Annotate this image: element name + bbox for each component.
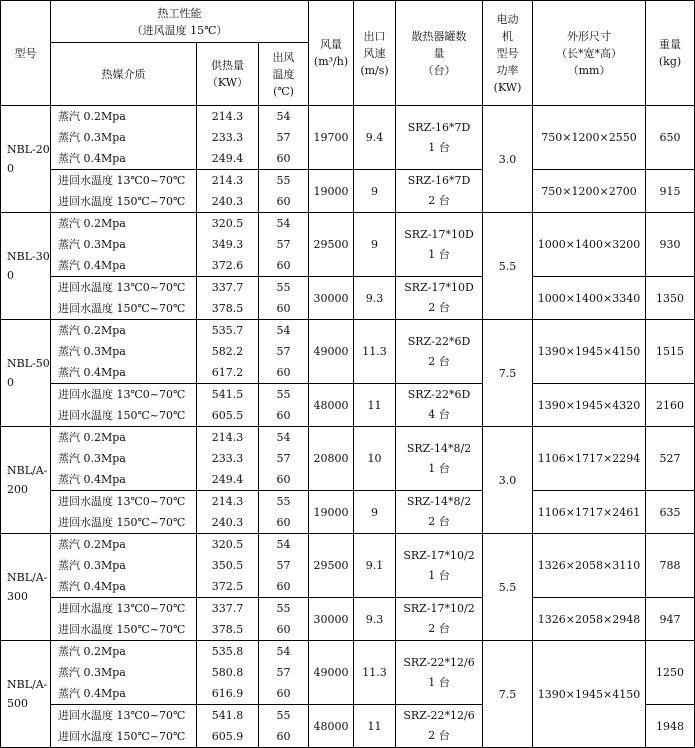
airflow-value: 49000 [309, 320, 354, 384]
radiator-model: SRZ-14*8/2 [406, 495, 472, 508]
speed-value: 11 [354, 384, 396, 427]
heat-value: 337.7 [211, 602, 244, 615]
table-row [1, 534, 695, 598]
medium-cell [51, 213, 197, 277]
airflow-value: 19000 [309, 491, 354, 534]
radiator-model: SRZ-17*10/2 [403, 602, 475, 615]
table-row [1, 106, 695, 170]
model-name: NBL/A-500 [1, 641, 51, 748]
header-airflow: 风量 (m³/h) [309, 1, 354, 106]
temp-value: 55 [276, 709, 291, 722]
radiator-cell [396, 277, 483, 320]
temp-cell [259, 705, 309, 748]
motor-power: 7.5 [483, 641, 533, 748]
motor-power: 3.0 [483, 106, 533, 213]
airflow-value: 20800 [309, 427, 354, 491]
medium-line: 进回水温度 13℃0~70℃ [58, 709, 186, 722]
temp-value: 60 [276, 259, 291, 272]
temp-value: 57 [276, 238, 291, 251]
temp-value: 60 [276, 152, 291, 165]
temp-value: 60 [276, 473, 291, 486]
medium-cell [51, 598, 197, 641]
heat-value: 616.9 [211, 687, 244, 700]
medium-cell [51, 320, 197, 384]
heat-cell [197, 277, 259, 320]
weight-value: 1250 [646, 641, 695, 705]
heat-value: 233.3 [211, 131, 244, 144]
dimensions-value: 1326×2058×3110 [533, 534, 646, 598]
temp-value: 57 [276, 345, 291, 358]
header-heat-supply: 供热量 （KW） [197, 43, 259, 106]
temp-value: 60 [276, 195, 291, 208]
heat-cell [197, 213, 259, 277]
temp-value: 54 [276, 110, 291, 123]
medium-cell [51, 427, 197, 491]
medium-line: 蒸汽 0.4Mpa [58, 152, 126, 165]
radiator-qty: 4 台 [428, 408, 450, 421]
temp-value: 60 [276, 409, 291, 422]
temp-value: 54 [276, 645, 291, 658]
medium-line: 蒸汽 0.3Mpa [58, 666, 126, 679]
medium-line: 蒸汽 0.4Mpa [58, 473, 126, 486]
medium-cell [51, 277, 197, 320]
medium-line: 蒸汽 0.2Mpa [58, 645, 126, 658]
medium-line: 蒸汽 0.2Mpa [58, 110, 126, 123]
radiator-cell [396, 534, 483, 598]
airflow-value: 49000 [309, 641, 354, 705]
medium-cell [51, 106, 197, 170]
radiator-model: SRZ-16*7D [407, 174, 471, 187]
weight-value: 947 [646, 598, 695, 641]
medium-line: 进回水温度 13℃0~70℃ [58, 495, 186, 508]
dimensions-value: 750×1200×2550 [533, 106, 646, 170]
medium-line: 蒸汽 0.2Mpa [58, 324, 126, 337]
radiator-cell [396, 641, 483, 705]
table-row [1, 213, 695, 277]
heat-cell [197, 106, 259, 170]
radiator-cell [396, 598, 483, 641]
heat-value: 372.6 [211, 259, 244, 272]
heat-value: 214.3 [211, 174, 244, 187]
medium-line: 蒸汽 0.3Mpa [58, 238, 126, 251]
speed-value: 9.3 [354, 598, 396, 641]
table-header [1, 1, 695, 106]
motor-power: 7.5 [483, 320, 533, 427]
table-body [1, 106, 695, 748]
radiator-cell [396, 427, 483, 491]
temp-cell [259, 170, 309, 213]
table-row [1, 384, 695, 427]
medium-cell [51, 705, 197, 748]
table-row [1, 598, 695, 641]
airflow-value: 29500 [309, 213, 354, 277]
table-row [1, 427, 695, 491]
airflow-value: 29500 [309, 534, 354, 598]
medium-line: 进回水温度 150℃~70℃ [58, 195, 186, 208]
medium-line: 进回水温度 13℃0~70℃ [58, 174, 186, 187]
weight-value: 635 [646, 491, 695, 534]
header-model: 型号 [1, 1, 51, 106]
temp-value: 55 [276, 495, 291, 508]
airflow-value: 48000 [309, 705, 354, 748]
radiator-qty: 2 台 [428, 301, 450, 314]
table-row [1, 320, 695, 384]
temp-value: 54 [276, 538, 291, 551]
dimensions-value: 1000×1400×3340 [533, 277, 646, 320]
table-row [1, 277, 695, 320]
medium-line: 进回水温度 150℃~70℃ [58, 516, 186, 529]
header-thermal: 热工性能 （进风温度 15℃） [51, 1, 309, 43]
heat-value: 378.5 [211, 623, 244, 636]
heat-cell [197, 491, 259, 534]
heat-value: 214.3 [211, 110, 244, 123]
header-outlet-temp: 出风 温度 (℃) [259, 43, 309, 106]
airflow-value: 19000 [309, 170, 354, 213]
heat-value: 337.7 [211, 281, 244, 294]
medium-cell [51, 384, 197, 427]
speed-value: 9.1 [354, 534, 396, 598]
temp-cell [259, 213, 309, 277]
model-name: NBL-500 [1, 320, 51, 427]
weight-value: 1515 [646, 320, 695, 384]
medium-line: 进回水温度 13℃0~70℃ [58, 388, 186, 401]
medium-line: 蒸汽 0.2Mpa [58, 431, 126, 444]
temp-value: 55 [276, 174, 291, 187]
heat-value: 240.3 [211, 195, 244, 208]
heat-value: 541.5 [211, 388, 244, 401]
weight-value: 788 [646, 534, 695, 598]
radiator-qty: 2 台 [428, 515, 450, 528]
temp-cell [259, 598, 309, 641]
header-weight: 重量 (kg) [646, 1, 695, 106]
model-name: NBL/A-200 [1, 427, 51, 534]
radiator-cell [396, 320, 483, 384]
medium-line: 蒸汽 0.2Mpa [58, 217, 126, 230]
heat-value: 214.3 [211, 431, 244, 444]
radiator-qty: 2 台 [428, 622, 450, 635]
heat-value: 249.4 [211, 473, 244, 486]
model-name: NBL/A-300 [1, 534, 51, 641]
heat-value: 249.4 [211, 152, 244, 165]
table-row [1, 641, 695, 705]
radiator-model: SRZ-22*12/6 [403, 709, 475, 722]
heat-value: 541.8 [211, 709, 244, 722]
radiator-cell [396, 170, 483, 213]
model-name: NBL-300 [1, 213, 51, 320]
header-dimensions: 外形尺寸 （长*宽*高） （mm） [533, 1, 646, 106]
speed-value: 11 [354, 705, 396, 748]
temp-value: 55 [276, 281, 291, 294]
temp-value: 54 [276, 431, 291, 444]
weight-value: 930 [646, 213, 695, 277]
dimensions-value: 750×1200×2700 [533, 170, 646, 213]
heat-value: 233.3 [211, 452, 244, 465]
radiator-model: SRZ-16*7D [407, 120, 471, 134]
medium-line: 进回水温度 13℃0~70℃ [58, 602, 186, 615]
temp-value: 57 [276, 666, 291, 679]
radiator-cell [396, 213, 483, 277]
airflow-value: 30000 [309, 598, 354, 641]
medium-line: 进回水温度 150℃~70℃ [58, 730, 186, 743]
speed-value: 9.4 [354, 106, 396, 170]
heat-value: 372.5 [211, 580, 244, 593]
temp-value: 54 [276, 217, 291, 230]
temp-cell [259, 384, 309, 427]
heat-value: 582.2 [211, 345, 244, 358]
medium-line: 蒸汽 0.3Mpa [58, 452, 126, 465]
radiator-qty: 1 台 [428, 140, 450, 154]
medium-cell [51, 534, 197, 598]
dimensions-value: 1390×1945×4150 [533, 320, 646, 384]
radiator-model: SRZ-17*10D [404, 227, 474, 241]
heat-cell [197, 598, 259, 641]
heat-value: 214.3 [211, 495, 244, 508]
heat-cell [197, 705, 259, 748]
heat-value: 320.5 [211, 217, 244, 230]
speed-value: 9.3 [354, 277, 396, 320]
medium-line: 蒸汽 0.4Mpa [58, 366, 126, 379]
medium-cell [51, 641, 197, 705]
heat-value: 349.3 [211, 238, 244, 251]
radiator-qty: 2 台 [428, 729, 450, 742]
temp-value: 60 [276, 687, 291, 700]
motor-power: 5.5 [483, 213, 533, 320]
speed-value: 10 [354, 427, 396, 491]
radiator-model: SRZ-17*10/2 [403, 548, 475, 562]
radiator-cell [396, 491, 483, 534]
medium-line: 进回水温度 150℃~70℃ [58, 409, 186, 422]
dimensions-value: 1390×1945×4320 [533, 384, 646, 427]
medium-line: 蒸汽 0.3Mpa [58, 345, 126, 358]
dimensions-value: 1106×1717×2461 [533, 491, 646, 534]
heat-value: 350.5 [211, 559, 244, 572]
motor-power: 3.0 [483, 427, 533, 534]
radiator-model: SRZ-22*12/6 [403, 655, 475, 669]
medium-cell [51, 491, 197, 534]
medium-line: 进回水温度 13℃0~70℃ [58, 281, 186, 294]
heat-cell [197, 170, 259, 213]
dimensions-value: 1000×1400×3200 [533, 213, 646, 277]
radiator-cell [396, 106, 483, 170]
temp-cell [259, 320, 309, 384]
header-radiator: 散热器罐数 量 （台） [396, 1, 483, 106]
weight-value: 1948 [646, 705, 695, 748]
heat-value: 378.5 [211, 302, 244, 315]
heat-value: 580.8 [211, 666, 244, 679]
temp-cell [259, 641, 309, 705]
temp-value: 60 [276, 366, 291, 379]
header-outlet-speed: 出口 风速 (m/s) [354, 1, 396, 106]
header-motor: 电动 机 型号 功率 (KW) [483, 1, 533, 106]
temp-value: 55 [276, 388, 291, 401]
temp-value: 60 [276, 302, 291, 315]
motor-power: 5.5 [483, 534, 533, 641]
medium-line: 进回水温度 150℃~70℃ [58, 302, 186, 315]
temp-value: 57 [276, 452, 291, 465]
heat-cell [197, 427, 259, 491]
temp-value: 57 [276, 131, 291, 144]
temp-value: 54 [276, 324, 291, 337]
weight-value: 527 [646, 427, 695, 491]
radiator-qty: 1 台 [428, 461, 450, 475]
temp-value: 55 [276, 602, 291, 615]
table-row [1, 491, 695, 534]
temp-cell [259, 427, 309, 491]
temp-value: 60 [276, 580, 291, 593]
dimensions-value: 1326×2058×2948 [533, 598, 646, 641]
medium-line: 进回水温度 150℃~70℃ [58, 623, 186, 636]
heat-value: 605.5 [211, 409, 244, 422]
temp-cell [259, 491, 309, 534]
speed-value: 11.3 [354, 641, 396, 705]
model-name: NBL-200 [1, 106, 51, 213]
radiator-model: SRZ-22*6D [407, 334, 471, 348]
medium-line: 蒸汽 0.3Mpa [58, 559, 126, 572]
speed-value: 9 [354, 491, 396, 534]
header-medium: 热媒介质 [51, 43, 197, 106]
speed-value: 9 [354, 170, 396, 213]
heat-cell [197, 320, 259, 384]
temp-cell [259, 277, 309, 320]
speed-value: 11.3 [354, 320, 396, 384]
weight-value: 915 [646, 170, 695, 213]
radiator-qty: 2 台 [428, 194, 450, 207]
heat-value: 240.3 [211, 516, 244, 529]
dimensions-value: 1106×1717×2294 [533, 427, 646, 491]
radiator-cell [396, 384, 483, 427]
heat-value: 617.2 [211, 366, 244, 379]
airflow-value: 19700 [309, 106, 354, 170]
medium-cell [51, 170, 197, 213]
weight-value: 2160 [646, 384, 695, 427]
medium-line: 蒸汽 0.4Mpa [58, 259, 126, 272]
heat-value: 535.7 [211, 324, 244, 337]
radiator-qty: 1 台 [428, 247, 450, 261]
dimensions-value: 1390×1945×4150 [533, 641, 646, 748]
medium-line: 蒸汽 0.4Mpa [58, 580, 126, 593]
heat-value: 535.8 [211, 645, 244, 658]
temp-value: 57 [276, 559, 291, 572]
heat-cell [197, 384, 259, 427]
weight-value: 1350 [646, 277, 695, 320]
temp-value: 60 [276, 516, 291, 529]
radiator-model: SRZ-22*6D [407, 388, 471, 401]
airflow-value: 48000 [309, 384, 354, 427]
heat-value: 320.5 [211, 538, 244, 551]
heat-value: 605.9 [211, 730, 244, 743]
radiator-model: SRZ-17*10D [404, 281, 474, 294]
speed-value: 9 [354, 213, 396, 277]
heat-cell [197, 641, 259, 705]
airflow-value: 30000 [309, 277, 354, 320]
weight-value: 650 [646, 106, 695, 170]
radiator-model: SRZ-14*8/2 [406, 441, 472, 455]
table-row [1, 170, 695, 213]
medium-line: 蒸汽 0.2Mpa [58, 538, 126, 551]
temp-cell [259, 534, 309, 598]
temp-cell [259, 106, 309, 170]
medium-line: 蒸汽 0.4Mpa [58, 687, 126, 700]
heat-cell [197, 534, 259, 598]
radiator-qty: 1 台 [428, 568, 450, 582]
medium-line: 蒸汽 0.3Mpa [58, 131, 126, 144]
radiator-qty: 1 台 [428, 675, 450, 689]
temp-value: 60 [276, 730, 291, 743]
radiator-qty: 2 台 [428, 354, 450, 368]
temp-value: 60 [276, 623, 291, 636]
radiator-cell [396, 705, 483, 748]
